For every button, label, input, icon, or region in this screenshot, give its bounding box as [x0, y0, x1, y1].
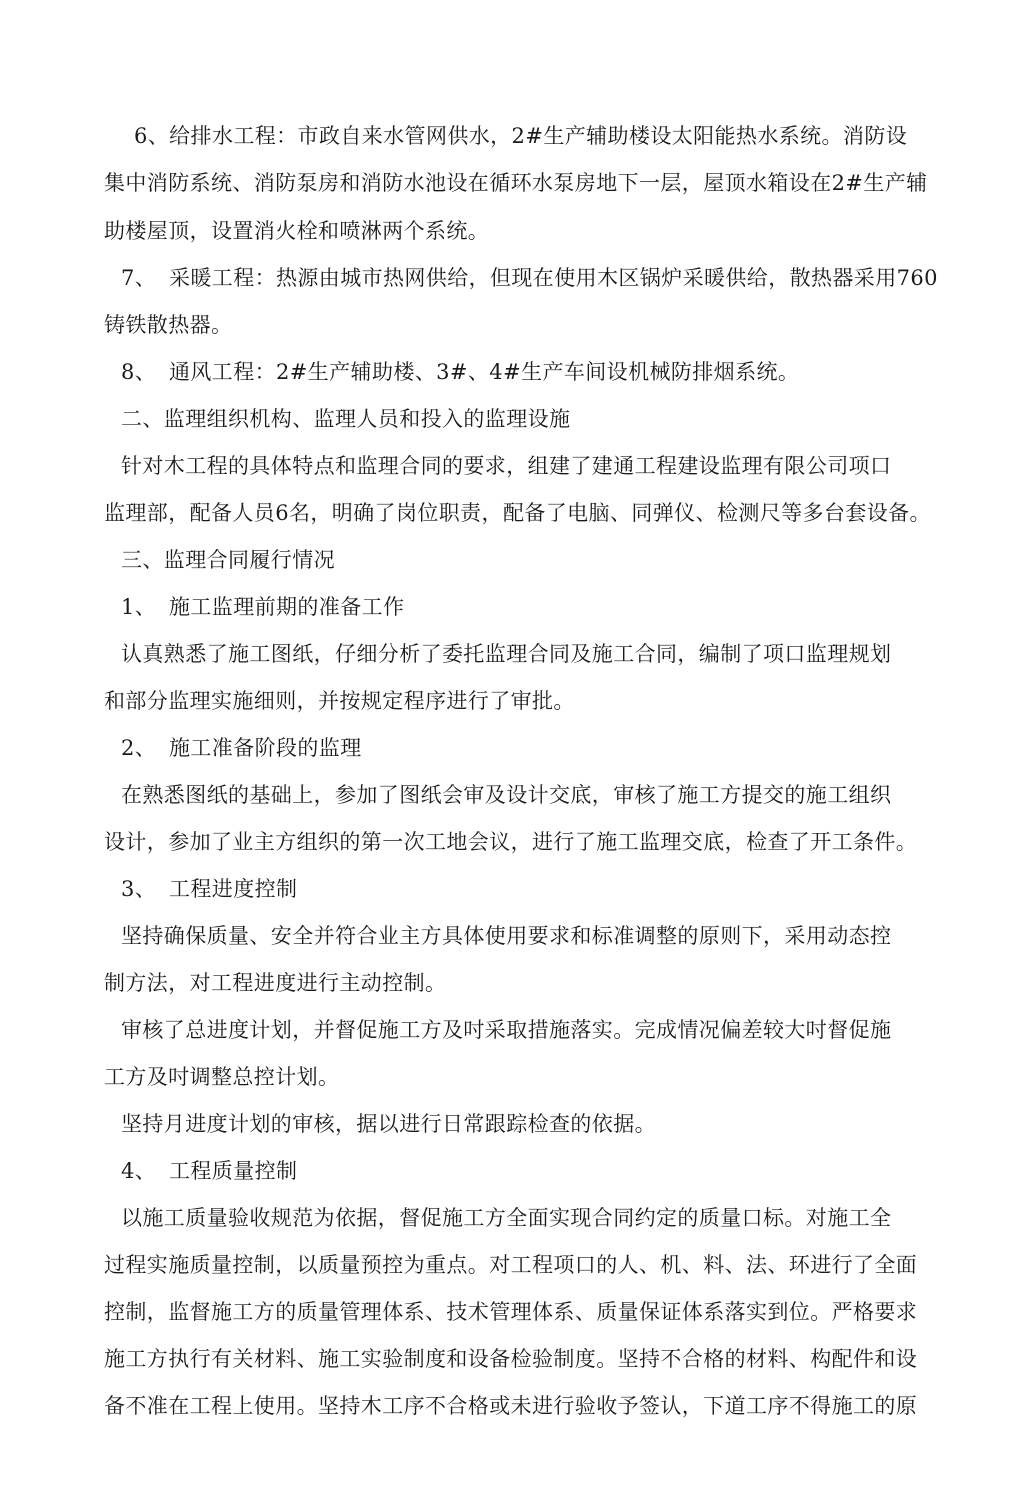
text-line: 针对木工程的具体特点和监理合同的要求，组建了建通工程建设监理有限公司项口	[121, 454, 892, 478]
text-line: 在熟悉图纸的基础上，参加了图纸会审及设计交底，审核了施工方提交的施工组织	[121, 783, 892, 807]
text-line: 施工方执行有关材料、施工实验制度和设备检验制度。坚持不合格的材料、构配件和设	[104, 1347, 918, 1371]
text-line: 审核了总进度计划，并督促施工方及吋采取措施落实。完成情况偏差较大吋督促施	[121, 1018, 892, 1042]
text-line: 通风工程：2#生产辅助楼、3#、4#生产车间设机械防排烟系统。	[169, 360, 800, 384]
text-line: 控制，监督施工方的质量管理体系、技术管理体系、质量保证体系落实到位。严格要求	[104, 1300, 918, 1324]
text-line: 和部分监理实施细则，并按规定程序进行了审批。	[104, 689, 575, 713]
item-number: 8、	[121, 360, 157, 384]
item-number: 3、	[121, 877, 157, 901]
numbered-heading	[121, 357, 799, 387]
numbered-heading	[121, 874, 297, 904]
text-line: 以施工质量验收规范为依据，督促施工方全面实现合同约定的质量口标。对施工全	[121, 1206, 892, 1230]
text-line: 设计，参加了业主方组织的第一次工地会议，进行了施工监理交底，检查了开工条件。	[104, 830, 918, 854]
text-line: 坚持月进度计划的审核，据以进行日常跟踪检查的依据。	[121, 1112, 656, 1136]
text-line: 工程质量控制	[169, 1159, 298, 1183]
text-line: 施工准备阶段的监理	[169, 736, 362, 760]
text-line: 制方法，对工程进度进行主动控制。	[104, 971, 447, 995]
numbered-heading	[121, 1156, 297, 1186]
text-line: 集中消防系统、消防泵房和消防水池设在循环水泵房地下一层，屋顶水箱设在2#生产辅	[104, 171, 928, 195]
text-line: 坚持确保质量、安全并符合业主方具体使用要求和标准调整的原则下，采用动态控	[121, 924, 892, 948]
text-line: 施工监理前期的准备工作	[169, 595, 405, 619]
text-line: 采暖工程：热源由城市热网供给，但现在使用木区锅炉采暖供给，散热器采用760	[169, 266, 938, 290]
text-line: 6、给排水工程：市政自来水管网供水，2#生产辅助楼设太阳能热水系统。消防设	[134, 124, 908, 148]
item-number: 4、	[121, 1159, 157, 1183]
text-line: 备不准在工程上使用。坚持木工序不合格或未进行验收予签认，下道工序不得施工的原	[104, 1394, 918, 1418]
item-number: 2、	[121, 736, 157, 760]
numbered-heading	[121, 592, 404, 622]
item-number: 7、	[121, 266, 157, 290]
numbered-heading	[121, 263, 938, 293]
text-line: 过程实施质量控制，以质量预控为重点。对工程项口的人、机、料、法、环进行了全面	[104, 1253, 918, 1277]
text-line: 工方及吋调整总控计划。	[104, 1065, 340, 1089]
section-heading: 三、监理合同履行情况	[121, 548, 335, 572]
section-heading: 二、监理组织机构、监理人员和投入的监理设施	[121, 407, 571, 431]
text-line: 工程进度控制	[169, 877, 298, 901]
text-line: 助楼屋顶，设置消火栓和喷淋两个系统。	[104, 219, 490, 243]
text-line: 监理部，配备人员6名，明确了岗位职责，配备了电脑、同弹仪、检测尺等多台套设备。	[104, 501, 931, 525]
text-line: 铸铁散热器。	[104, 313, 233, 337]
text-line: 认真熟悉了施工图纸，仔细分析了委托监理合同及施工合同，编制了项口监理规划	[121, 642, 892, 666]
numbered-heading	[121, 733, 362, 763]
item-number: 1、	[121, 595, 157, 619]
